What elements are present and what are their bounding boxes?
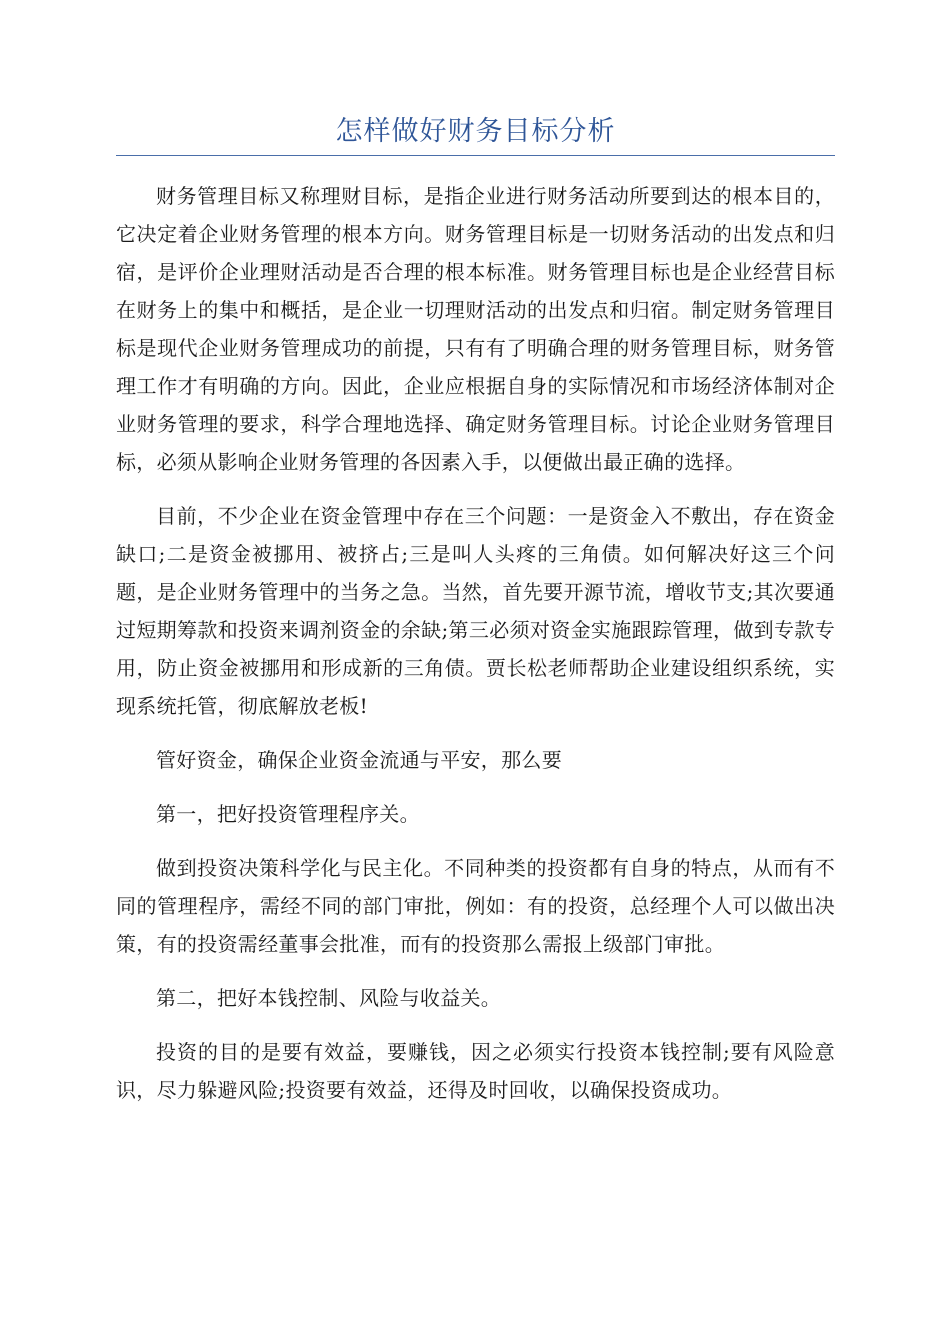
paragraph-3: 管好资金，确保企业资金流通与平安，那么要 — [156, 748, 562, 772]
paragraph-6: 第二，把好本钱控制、风险与收益关。 — [156, 986, 502, 1010]
paragraph-5: 做到投资决策科学化与民主化。不同种类的投资都有自身的特点，从而有不同的管理程序，需经不同的部门审批，例如：有的投资，总经理个人可以做出决策，有的投资需经董事会批准，而有的投资那么需报上级部门审批。 — [116, 856, 835, 956]
paragraph-7: 投资的目的是要有效益，要赚钱，因之必须实行投资本钱控制;要有风险意识，尽力躲避风险;投资要有效益，还得及时回收，以确保投资成功。 — [116, 1040, 835, 1102]
title-underline — [116, 155, 835, 156]
paragraph-2: 目前，不少企业在资金管理中存在三个问题：一是资金入不敷出，存在资金缺口;二是资金被挪用、被挤占;三是叫人头疼的三角债。如何解决好这三个问题，是企业财务管理中的当务之急。当然，首先要开源节流，增收节支;其次要通过短期筹款和投资来调剂资金的余缺;第三必须对资金实施跟踪管理，做到专款专用，防止资金被挪用和形成新的三角债。贾长松老师帮助企业建设组织系统，实现系统托管，彻底解放老板! — [116, 504, 835, 718]
document-title: 怎样做好财务目标分析 — [335, 116, 616, 147]
paragraph-1: 财务管理目标又称理财目标，是指企业进行财务活动所要到达的根本目的，它决定着企业财务管理的根本方向。财务管理目标是一切财务活动的出发点和归宿，是评价企业理财活动是否合理的根本标准。财务管理目标也是企业经营目标在财务上的集中和概括，是企业一切理财活动的出发点和归宿。制定财务管理目标是现代企业财务管理成功的前提，只有有了明确合理的财务管理目标，财务管理工作才有明确的方向。因此，企业应根据自身的实际情况和市场经济体制对企业财务管理的要求，科学合理地选择、确定财务管理目标。讨论企业财务管理目标，必须从影响企业财务管理的各因素入手，以便做出最正确的选择。 — [116, 184, 835, 474]
document-page — [116, 112, 835, 1125]
paragraph-4: 第一，把好投资管理程序关。 — [156, 802, 420, 826]
document-body — [116, 177, 835, 1109]
